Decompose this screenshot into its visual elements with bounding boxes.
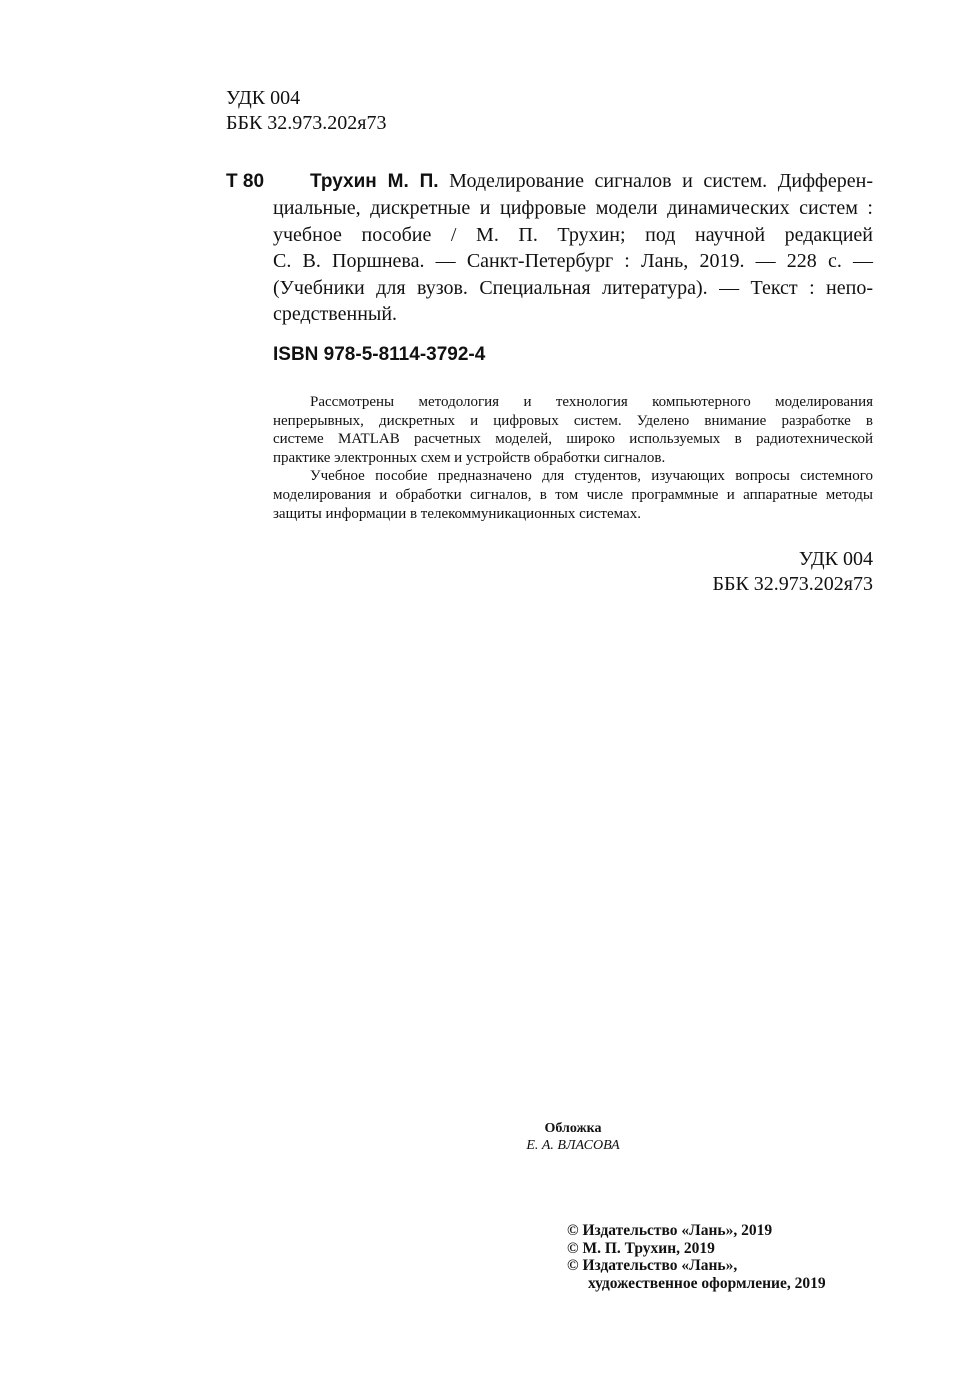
copyright-block: [567, 1222, 826, 1292]
copyright-line: © Издательство «Лань»,: [567, 1257, 738, 1274]
citation-line: (Учебники для вузов. Специальная литература). — Текст : непо-: [273, 276, 873, 299]
bbk-code: ББК 32.973.202я73: [226, 112, 387, 134]
abstract-line: практике электронных схем и устройств обработки сигналов.: [273, 449, 666, 466]
abstract-line: непрерывных, дискретных и цифровых систем. Уделено внимание разработке в: [273, 412, 873, 429]
abstract-line: Рассмотрены методология и технология компьютерного моделирования: [310, 394, 873, 410]
isbn-number: ISBN 978-5-8114-3792-4: [273, 344, 486, 365]
bbk-code: ББК 32.973.202я73: [712, 573, 873, 595]
abstract-line: защиты информации в телекоммуникационных системах.: [273, 505, 641, 522]
copyright-line: © Издательство «Лань», 2019: [567, 1222, 773, 1239]
citation-line: циальные, дискретные и цифровые модели динамических систем :: [273, 197, 873, 220]
citation-author: Трухин М. П.: [310, 171, 439, 192]
cover-designer: Е. А. ВЛАСОВА: [526, 1138, 620, 1153]
udk-code: УДК 004: [226, 87, 301, 109]
udk-code: УДК 004: [798, 548, 873, 570]
cover-credit: [518, 1120, 628, 1154]
classification-footer: [712, 547, 873, 597]
classification-header: [226, 86, 387, 136]
copyright-line: © М. П. Трухин, 2019: [567, 1239, 715, 1257]
copyright-line: художественное оформление, 2019: [588, 1274, 826, 1292]
author-mark: Т 80: [226, 171, 265, 192]
abstract-line: системе MATLAB расчетных моделей, широко используемых в радиотехнической: [273, 431, 873, 448]
citation-line: учебное пособие / М. П. Трухин; под научной редакцией: [273, 223, 873, 246]
citation-line: Трухин М. П. Моделирование сигналов и систем. Дифферен-: [310, 170, 873, 192]
bibliographic-citation: [273, 168, 873, 327]
abstract-line: моделирования и обработки сигналов, в том числе программные и аппаратные методы: [273, 486, 873, 503]
abstract-line: Учебное пособие предназначено для студентов, изучающих вопросы системного: [310, 468, 873, 485]
cover-label: Обложка: [544, 1121, 602, 1136]
book-abstract: [273, 393, 873, 523]
citation-line: С. В. Поршнева. — Санкт-Петербург : Лань, 2019. — 228 с. —: [273, 250, 873, 273]
citation-line: средственный.: [273, 303, 398, 326]
